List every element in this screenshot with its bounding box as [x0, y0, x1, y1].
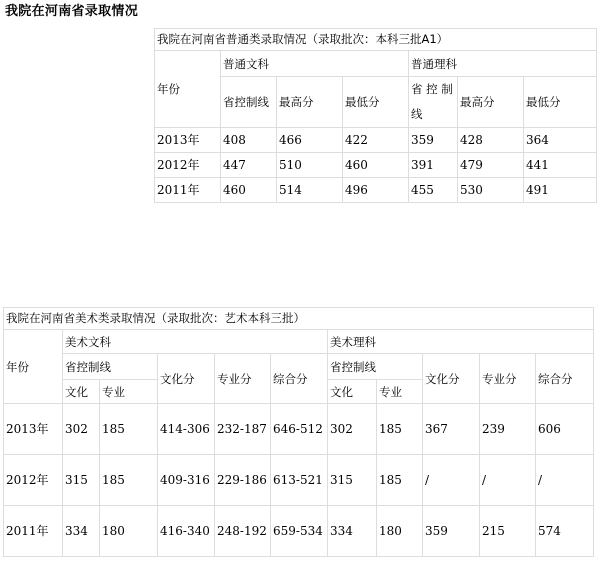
- col-header-total-score: 综合分: [536, 354, 594, 404]
- value-cell: 530: [458, 178, 524, 203]
- group-header-wen: 美术文科: [63, 330, 328, 354]
- col-header-major: 专业: [100, 380, 158, 404]
- col-header-control-line: 省控制线: [221, 77, 277, 128]
- value-cell: 613-521: [271, 455, 328, 506]
- value-cell: 185: [377, 455, 423, 506]
- value-cell: 367: [423, 404, 480, 455]
- value-cell: 646-512: [271, 404, 328, 455]
- col-header-major: 专业: [377, 380, 423, 404]
- year-cell: 2013年: [4, 404, 63, 455]
- value-cell: 574: [536, 506, 594, 557]
- value-cell: 239: [480, 404, 536, 455]
- value-cell: 514: [277, 178, 343, 203]
- value-cell: 359: [423, 506, 480, 557]
- year-cell: 2013年: [155, 128, 221, 153]
- value-cell: 659-534: [271, 506, 328, 557]
- group-header-wen: 普通文科: [221, 51, 409, 77]
- value-cell: 232-187: [215, 404, 271, 455]
- value-cell: 447: [221, 153, 277, 178]
- value-cell: 229-186: [215, 455, 271, 506]
- col-header-min: 最低分: [524, 77, 597, 128]
- value-cell: 441: [524, 153, 597, 178]
- year-cell: 2011年: [4, 506, 63, 557]
- year-header: 年份: [155, 51, 221, 128]
- regular-admission-table: [154, 28, 597, 203]
- group-header-li: 普通理科: [409, 51, 597, 77]
- value-cell: /: [480, 455, 536, 506]
- year-header: 年份: [4, 330, 63, 404]
- art-admission-table: [3, 307, 594, 557]
- value-cell: 185: [100, 404, 158, 455]
- value-cell: 180: [377, 506, 423, 557]
- table-row: [155, 128, 597, 153]
- value-cell: 391: [409, 153, 458, 178]
- page-title: 我院在河南省录取情况: [5, 4, 139, 19]
- col-header-culture: 文化: [63, 380, 100, 404]
- value-cell: 364: [524, 128, 597, 153]
- table-row: [155, 153, 597, 178]
- value-cell: /: [536, 455, 594, 506]
- value-cell: 491: [524, 178, 597, 203]
- value-cell: 185: [377, 404, 423, 455]
- value-cell: 496: [343, 178, 409, 203]
- value-cell: 416-340: [158, 506, 215, 557]
- table-row: [4, 455, 594, 506]
- value-cell: 180: [100, 506, 158, 557]
- col-header-max: 最高分: [458, 77, 524, 128]
- col-header-culture-score: 文化分: [158, 354, 215, 404]
- value-cell: 455: [409, 178, 458, 203]
- value-cell: /: [423, 455, 480, 506]
- col-header-major-score: 专业分: [480, 354, 536, 404]
- year-cell: 2011年: [155, 178, 221, 203]
- col-header-control-line: 省 控 制 线: [409, 77, 458, 128]
- col-header-major-score: 专业分: [215, 354, 271, 404]
- value-cell: 408: [221, 128, 277, 153]
- year-cell: 2012年: [4, 455, 63, 506]
- value-cell: 215: [480, 506, 536, 557]
- value-cell: 460: [221, 178, 277, 203]
- table-row: [4, 506, 594, 557]
- value-cell: 428: [458, 128, 524, 153]
- value-cell: 334: [63, 506, 100, 557]
- value-cell: 422: [343, 128, 409, 153]
- value-cell: 606: [536, 404, 594, 455]
- value-cell: 479: [458, 153, 524, 178]
- group-header-li: 美术理科: [328, 330, 594, 354]
- value-cell: 409-316: [158, 455, 215, 506]
- col-header-total-score: 综合分: [271, 354, 328, 404]
- table-row: [155, 178, 597, 203]
- table-caption: 我院在河南省美术类录取情况（录取批次：艺术本科三批）: [4, 308, 594, 330]
- col-header-max: 最高分: [277, 77, 343, 128]
- col-header-culture: 文化: [328, 380, 377, 404]
- value-cell: 510: [277, 153, 343, 178]
- value-cell: 315: [63, 455, 100, 506]
- value-cell: 248-192: [215, 506, 271, 557]
- col-header-min: 最低分: [343, 77, 409, 128]
- value-cell: 334: [328, 506, 377, 557]
- value-cell: 414-306: [158, 404, 215, 455]
- value-cell: 315: [328, 455, 377, 506]
- value-cell: 460: [343, 153, 409, 178]
- col-header-control-line: 省控制线: [63, 354, 158, 380]
- table-row: [4, 404, 594, 455]
- value-cell: 466: [277, 128, 343, 153]
- col-header-control-line: 省控制线: [328, 354, 423, 380]
- value-cell: 302: [328, 404, 377, 455]
- value-cell: 359: [409, 128, 458, 153]
- year-cell: 2012年: [155, 153, 221, 178]
- value-cell: 302: [63, 404, 100, 455]
- col-header-culture-score: 文化分: [423, 354, 480, 404]
- value-cell: 185: [100, 455, 158, 506]
- table-caption: 我院在河南省普通类录取情况（录取批次：本科三批A1）: [155, 29, 597, 51]
